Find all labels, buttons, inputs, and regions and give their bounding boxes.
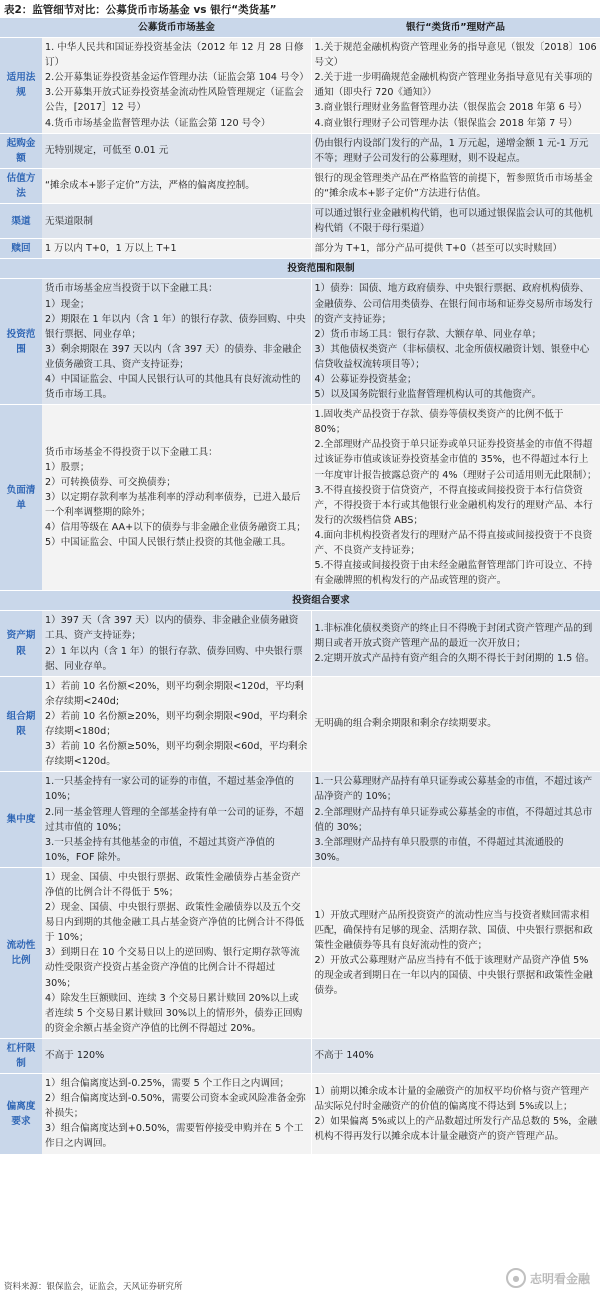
cell-line: 1）前期以摊余成本计量的金融资产的加权平均价格与资产管理产品实际兑付时金融资产的价值的偏离度不得达到 5%或以上；: [314, 1085, 590, 1112]
cell-line: 2）可转换债券、可交换债券；: [45, 477, 176, 489]
section-corner: [0, 591, 42, 611]
cell-line: “摊余成本+影子定价”方法，严格的偏离度控制。: [45, 180, 255, 192]
column-header-row: [0, 18, 600, 38]
cell-line: 3.商业银行理财业务监督管理办法（银保监会 2018 年第 6 号）: [314, 102, 588, 114]
cell-line: 3）其他债权类资产（非标债权、北金所债权融资计划、银登中心信贷收益权流转项目等）；: [314, 343, 590, 370]
bank-wmp-cell: [311, 239, 600, 259]
cell-line: 2）如果偏离 5%或以上的产品数超过所发行产品总数的 5%，金融机构不得再发行以摊余成本计量金融资产的资产管理产品。: [314, 1115, 597, 1142]
table-row: [0, 279, 600, 405]
bank-wmp-cell: [311, 772, 600, 868]
cell-line: 1.一只公募理财产品持有单只证券或公募基金的市值，不超过该产品净资产的 10%；: [314, 776, 593, 803]
section-corner: [0, 259, 42, 279]
cell-line: 5）中国证监会、中国人民银行禁止投资的其他金融工具。: [45, 537, 291, 549]
row-label: 偏离度要求: [0, 1074, 42, 1154]
cell-line: 5）以及国务院银行业监督管理机构认可的其他资产。: [314, 389, 542, 401]
cell-line: 4）公募证券投资基金；: [314, 373, 417, 385]
public-mmf-cell: [42, 1038, 311, 1073]
column-header-bank-wmp: 银行“类货币”理财产品: [311, 18, 600, 38]
table-row: [0, 1074, 600, 1154]
bank-wmp-cell: [311, 168, 600, 203]
public-mmf-cell: [42, 676, 311, 772]
public-mmf-cell: [42, 204, 311, 239]
cell-line: 4）除发生巨额赎回、连续 3 个交易日累计赎回 20%以上或者连续 5 个交易日累计赎回 30%以上的情形外，债券正回购的资金余额占基金资产净值的比例不得超过 20%。: [45, 992, 303, 1034]
table-row: [0, 133, 600, 168]
comparison-table-body: [0, 18, 600, 1154]
watermark-text: 志明看金融: [529, 1271, 590, 1286]
cell-line: 不高于 120%: [45, 1050, 105, 1062]
table-row: [0, 676, 600, 772]
cell-line: 3）剩余期限在 397 天以内（含 397 天）的债券、非金融企业债务融资工具、资产支持证券；: [45, 343, 302, 370]
cell-line: 不高于 140%: [314, 1050, 374, 1062]
table-row: [0, 867, 600, 1038]
cell-line: 4.商业银行理财子公司管理办法（银保监会 2018 年第 7 号）: [314, 117, 578, 129]
cell-line: 2）开放式公募理财产品应当持有不低于该理财产品资产净值 5%的现金或者到期日在一年以内的国债、中央银行票据和政策性金融债券。: [314, 954, 593, 997]
public-mmf-cell: [42, 168, 311, 203]
cell-line: 2）若前 10 名份额≥20%，则平均剩余期限<90d，平均剩余存续期<180d；: [45, 710, 308, 738]
cell-line: 2.关于进一步明确规范金融机构资产管理业务指导意见有关事项的通知（即央行 720《通知》）: [314, 72, 593, 99]
row-label: 起购金额: [0, 133, 42, 168]
row-label: 集中度: [0, 772, 42, 868]
row-label: 负面清单: [0, 405, 42, 591]
cell-line: 货币市场基金应当投资于以下金融工具：: [45, 283, 218, 295]
cell-line: 1.关于规范金融机构资产管理业务的指导意见（银发〔2018〕106 号文）: [314, 42, 597, 69]
cell-line: 1）397 天（含 397 天）以内的债券、非金融企业债务融资工具、资产支持证券；: [45, 615, 299, 642]
public-mmf-cell: [42, 133, 311, 168]
cell-line: 4）中国证监会、中国人民银行认可的其他具有良好流动性的货币市场工具。: [45, 373, 301, 401]
cell-line: 3.全部理财产品持有单只股票的市值，不得超过其流通股的 30%。: [314, 836, 564, 863]
cell-line: 1.非标准化债权类资产的终止日不得晚于封闭式资产管理产品的到期日或者开放式资产管理产品的最近一次开放日；: [314, 622, 593, 650]
public-mmf-cell: [42, 867, 311, 1038]
cell-line: 无明确的组合剩余期限和剩余存续期要求。: [314, 718, 497, 730]
bank-wmp-cell: [311, 1038, 600, 1073]
watermark: [506, 1268, 590, 1288]
cell-line: 2）组合偏离度达到-0.50%，需要公司资本金或风险准备金弥补损失；: [45, 1093, 306, 1120]
cell-line: 3.一只基金持有其他基金的市值，不超过其资产净值的 10%，FOF 除外。: [45, 836, 275, 863]
cell-line: 2.全部理财产品持有单只证券或公募基金的市值，不得超过其总市值的 30%；: [314, 806, 593, 833]
public-mmf-cell: [42, 239, 311, 259]
cell-line: 2.同一基金管理人管理的全部基金持有单一公司的证券，不超过其市值的 10%；: [45, 806, 304, 833]
table-row: [0, 204, 600, 239]
cell-line: 货币市场基金不得投资于以下金融工具：: [45, 446, 218, 458]
cell-line: 1.一只基金持有一家公司的证券的市值，不超过基金净值的 10%；: [45, 776, 294, 803]
cell-line: 3.不得直接投资于信贷资产，不得直接或间接投资于本行信贷资产，不得投资于本行或其他银行业金融机构发行的理财产品、本行发行的次级档信贷 ABS；: [314, 484, 593, 526]
table-caption: 表2：监管细节对比：公募货币市场基金 vs 银行“类货基”: [4, 4, 277, 16]
cell-line: 可以通过银行业金融机构代销，也可以通过银保监会认可的其他机构代销（不限于母行渠道）: [314, 208, 593, 235]
bank-wmp-cell: [311, 204, 600, 239]
cell-line: 2）1 年以内（含 1 年）的银行存款、债券回购、中央银行票据、同业存单。: [45, 645, 303, 672]
cell-line: 4.货币市场基金监督管理办法（证监会第 120 号令）: [45, 117, 271, 129]
public-mmf-cell: [42, 1074, 311, 1154]
cell-line: 2）期限在 1 年以内（含 1 年）的银行存款、债券回购、中央银行票据、同业存单；: [45, 313, 306, 340]
bank-wmp-cell: [311, 676, 600, 772]
row-label: 渠道: [0, 204, 42, 239]
row-label: 投资范围: [0, 279, 42, 405]
source-note: 资料来源：银保监会，证监会，天风证券研究所: [4, 1282, 183, 1292]
row-label: 赎回: [0, 239, 42, 259]
header-corner: [0, 18, 42, 38]
table-row: [0, 1038, 600, 1073]
bank-wmp-cell: [311, 1074, 600, 1154]
cell-line: 1）若前 10 名份额<20%，则平均剩余期限<120d，平均剩余存续期<240d;: [45, 680, 304, 707]
cell-line: 1）组合偏离度达到-0.25%，需要 5 个工作日之内调回；: [45, 1078, 290, 1090]
row-label: 流动性比例: [0, 867, 42, 1038]
table-row: [0, 405, 600, 591]
table-row: [0, 168, 600, 203]
cell-line: 3.公开募集开放式证券投资基金流动性风险管理规定（证监会公告，[2017］12 号）: [45, 87, 304, 114]
cell-line: 3）以定期存款利率为基准利率的浮动利率债券，已进入最后一个利率调整期的除外；: [45, 492, 301, 519]
section-header-row: [0, 591, 600, 611]
section-title: 投资组合要求: [42, 591, 600, 611]
public-mmf-cell: [42, 772, 311, 868]
table-row: [0, 611, 600, 676]
section-title: 投资范围和限制: [42, 259, 600, 279]
cell-line: 3）若前 10 名份额≥50%，则平均剩余期限<60d，平均剩余存续期<120d。: [45, 741, 308, 768]
comparison-table: [0, 18, 600, 1155]
cell-line: 2）现金、国债、中央银行票据、政策性金融债券以及五个交易日内到期的其他金融工具占基金资产净值的比例合计不得低于 10%；: [45, 902, 305, 944]
public-mmf-cell: [42, 611, 311, 676]
cell-line: 无渠道限制: [45, 215, 93, 227]
section-header-row: [0, 259, 600, 279]
cell-line: 3）到期日在 10 个交易日以上的逆回购、银行定期存款等流动性受限资产投资占基金资产净值的比例合计不得超过 30%；: [45, 947, 300, 989]
bank-wmp-cell: [311, 279, 600, 405]
cell-line: 无特别规定，可低至 0.01 元: [45, 145, 169, 157]
cell-line: 3）组合偏离度达到+0.50%，需要暂停接受申购并在 5 个工作日之内调回。: [45, 1123, 304, 1150]
cell-line: 仍由银行内设部门发行的产品，1 万元起，递增金额 1 元-1 万元不等；理财子公司发行的公募理财，则不设起点。: [314, 137, 589, 164]
bank-wmp-cell: [311, 133, 600, 168]
cell-line: 1.固收类产品投资于存款、债券等债权类资产的比例不低于 80%；: [314, 409, 564, 436]
row-label: 估值方法: [0, 168, 42, 203]
cell-line: 银行的现金管理类产品在严格监管的前提下，暂参照货币市场基金的“摊余成本+影子定价”方法进行估值。: [314, 172, 593, 199]
row-label: 组合期限: [0, 676, 42, 772]
cell-line: 1）现金、国债、中央银行票据、政策性金融债券占基金资产净值的比例合计不得低于 5%；: [45, 871, 301, 898]
row-label: 资产期限: [0, 611, 42, 676]
cell-line: 1. 中华人民共和国证券投资基金法（2012 年 12 月 28 日修订）: [45, 42, 304, 69]
bank-wmp-cell: [311, 405, 600, 591]
bank-wmp-cell: [311, 867, 600, 1038]
cell-line: 2.公开募集证券投资基金运作管理办法（证监会第 104 号令）: [45, 72, 309, 84]
cell-line: 4.面向非机构投资者发行的理财产品不得直接或间接投资于不良资产、不良资产支持证券；: [314, 529, 593, 556]
wechat-icon: ●: [506, 1268, 526, 1288]
cell-line: 部分为 T+1，部分产品可提供 T+0（甚至可以实时赎回）: [314, 243, 563, 255]
cell-line: 2）货币市场工具：银行存款、大额存单、同业存单；: [314, 328, 542, 340]
cell-line: 2.定期开放式产品持有资产组合的久期不得长于封闭期的 1.5 倍。: [314, 653, 595, 665]
public-mmf-cell: [42, 405, 311, 591]
cell-line: 1 万以内 T+0，1 万以上 T+1: [45, 243, 177, 255]
column-header-public-mmf: 公募货币市场基金: [42, 18, 311, 38]
cell-line: 4）信用等级在 AA+以下的债券与非金融企业债务融资工具；: [45, 522, 306, 534]
cell-line: 1）债券：国债、地方政府债券、中央银行票据、政府机构债券、金融债券、公司信用类债券、在银行间市场和证券交易所市场发行的资产支持证券；: [314, 283, 593, 325]
table-row: [0, 772, 600, 868]
bank-wmp-cell: [311, 38, 600, 134]
cell-line: 2.全部理财产品投资于单只证券或单只证券投资基金的市值不得超过该证券市值或该证券投资基金市值的 35%，也不得超过本行上一年度审计报告披露总资产的 4%（理财子公司适用则无此限制）；: [314, 439, 597, 481]
cell-line: 5.不得直接或间接投资于由未经金融监督管理部门许可设立、不持有金融牌照的机构发行的产品或管理的资产。: [314, 560, 593, 587]
cell-line: 1）股票；: [45, 461, 90, 473]
row-label: 杠杆限制: [0, 1038, 42, 1073]
cell-line: 1）现金；: [45, 298, 90, 310]
row-label: 适用法规: [0, 38, 42, 134]
table-row: [0, 239, 600, 259]
public-mmf-cell: [42, 279, 311, 405]
cell-line: 1）开放式理财产品所投资资产的流动性应当与投资者赎回需求相匹配，确保持有足够的现金、活期存款、国债、中央银行票据和政策性金融债券等具有良好流动性的资产；: [314, 909, 593, 951]
table-row: [0, 38, 600, 134]
public-mmf-cell: [42, 38, 311, 134]
bank-wmp-cell: [311, 611, 600, 676]
